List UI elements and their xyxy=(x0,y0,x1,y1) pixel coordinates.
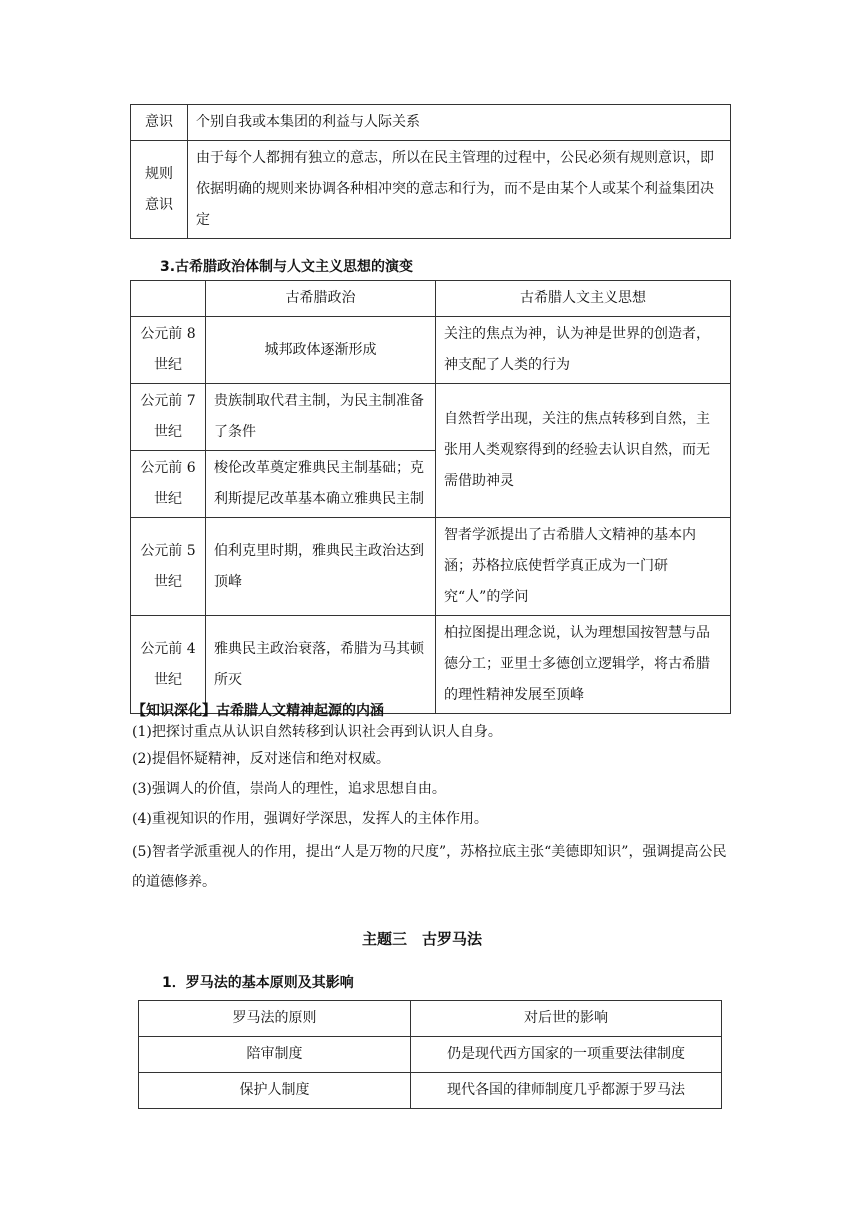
table-row xyxy=(131,616,731,714)
deepening-item: (5)智者学派重视人的作用，提出“人是万物的尺度”，苏格拉底主张“美德即知识”，强调提高公民的道德修养。 xyxy=(132,844,727,890)
roman-law-table xyxy=(138,1000,722,1109)
period-cell: 公元前 6 世纪 xyxy=(131,451,206,518)
thought-cell: 柏拉图提出理念说，认为理想国按智慧与品德分工；亚里士多德创立逻辑学，将古希腊的理性精神发展至顶峰 xyxy=(436,616,731,714)
table-row xyxy=(139,1073,722,1109)
row-label: 意识 xyxy=(131,105,188,141)
period-cell: 公元前 8 世纪 xyxy=(131,317,206,384)
header-principle: 罗马法的原则 xyxy=(139,1001,411,1037)
deepening-item: (1)把探讨重点从认识自然转移到认识社会再到认识人自身。 xyxy=(132,724,502,740)
politics-cell: 城邦政体逐渐形成 xyxy=(206,317,436,384)
roman-law-subtitle: 1．罗马法的基本原则及其影响 xyxy=(162,975,354,991)
header-thought: 古希腊人文主义思想 xyxy=(436,281,731,317)
table-header-row xyxy=(139,1001,722,1037)
deepening-item: (2)提倡怀疑精神，反对迷信和绝对权威。 xyxy=(132,751,390,767)
politics-cell: 雅典民主政治衰落，希腊为马其顿所灭 xyxy=(206,616,436,714)
influence-cell: 现代各国的律师制度几乎都源于罗马法 xyxy=(411,1073,722,1109)
header-influence: 对后世的影响 xyxy=(411,1001,722,1037)
politics-cell: 伯利克里时期，雅典民主政治达到顶峰 xyxy=(206,518,436,616)
deepening-item: (4)重视知识的作用，强调好学深思，发挥人的主体作用。 xyxy=(132,811,488,827)
period-cell: 公元前 4 世纪 xyxy=(131,616,206,714)
thought-cell: 自然哲学出现，关注的焦点转移到自然，主张用人类观察得到的经验去认识自然，而无需借助神灵 xyxy=(436,384,731,518)
table-row xyxy=(139,1037,722,1073)
table-row xyxy=(131,105,731,141)
table-row xyxy=(131,518,731,616)
influence-cell: 仍是现代西方国家的一项重要法律制度 xyxy=(411,1037,722,1073)
principle-cell: 保护人制度 xyxy=(139,1073,411,1109)
row-label: 规则意识 xyxy=(131,141,188,239)
header-politics: 古希腊政治 xyxy=(206,281,436,317)
section-3-heading: 3.古希腊政治体制与人文主义思想的演变 xyxy=(160,259,414,275)
row-content: 由于每个人都拥有独立的意志，所以在民主管理的过程中，公民必须有规则意识，即依据明确的规则来协调各种相冲突的意志和行为，而不是由某个人或某个利益集团决定 xyxy=(188,141,731,239)
table-header-row xyxy=(131,281,731,317)
theme-3-title: 主题三 古罗马法 xyxy=(362,930,483,948)
table-row xyxy=(131,384,731,451)
politics-cell: 梭伦改革奠定雅典民主制基础；克利斯提尼改革基本确立雅典民主制 xyxy=(206,451,436,518)
deepening-item: (3)强调人的价值，崇尚人的理性，追求思想自由。 xyxy=(132,781,446,797)
period-cell: 公元前 5 世纪 xyxy=(131,518,206,616)
row-content: 个别自我或本集团的利益与人际关系 xyxy=(188,105,731,141)
principle-cell: 陪审制度 xyxy=(139,1037,411,1073)
table-row xyxy=(131,317,731,384)
thought-cell: 关注的焦点为神，认为神是世界的创造者，神支配了人类的行为 xyxy=(436,317,731,384)
thought-cell: 智者学派提出了古希腊人文精神的基本内涵；苏格拉底使哲学真正成为一门研究“人”的学问 xyxy=(436,518,731,616)
politics-cell: 贵族制取代君主制，为民主制准备了条件 xyxy=(206,384,436,451)
greek-evolution-table xyxy=(130,280,731,714)
knowledge-deepening-title: 【知识深化】古希腊人文精神起源的内涵 xyxy=(132,703,384,719)
period-cell: 公元前 7 世纪 xyxy=(131,384,206,451)
table-row xyxy=(131,141,731,239)
awareness-table xyxy=(130,104,731,239)
header-empty xyxy=(131,281,206,317)
